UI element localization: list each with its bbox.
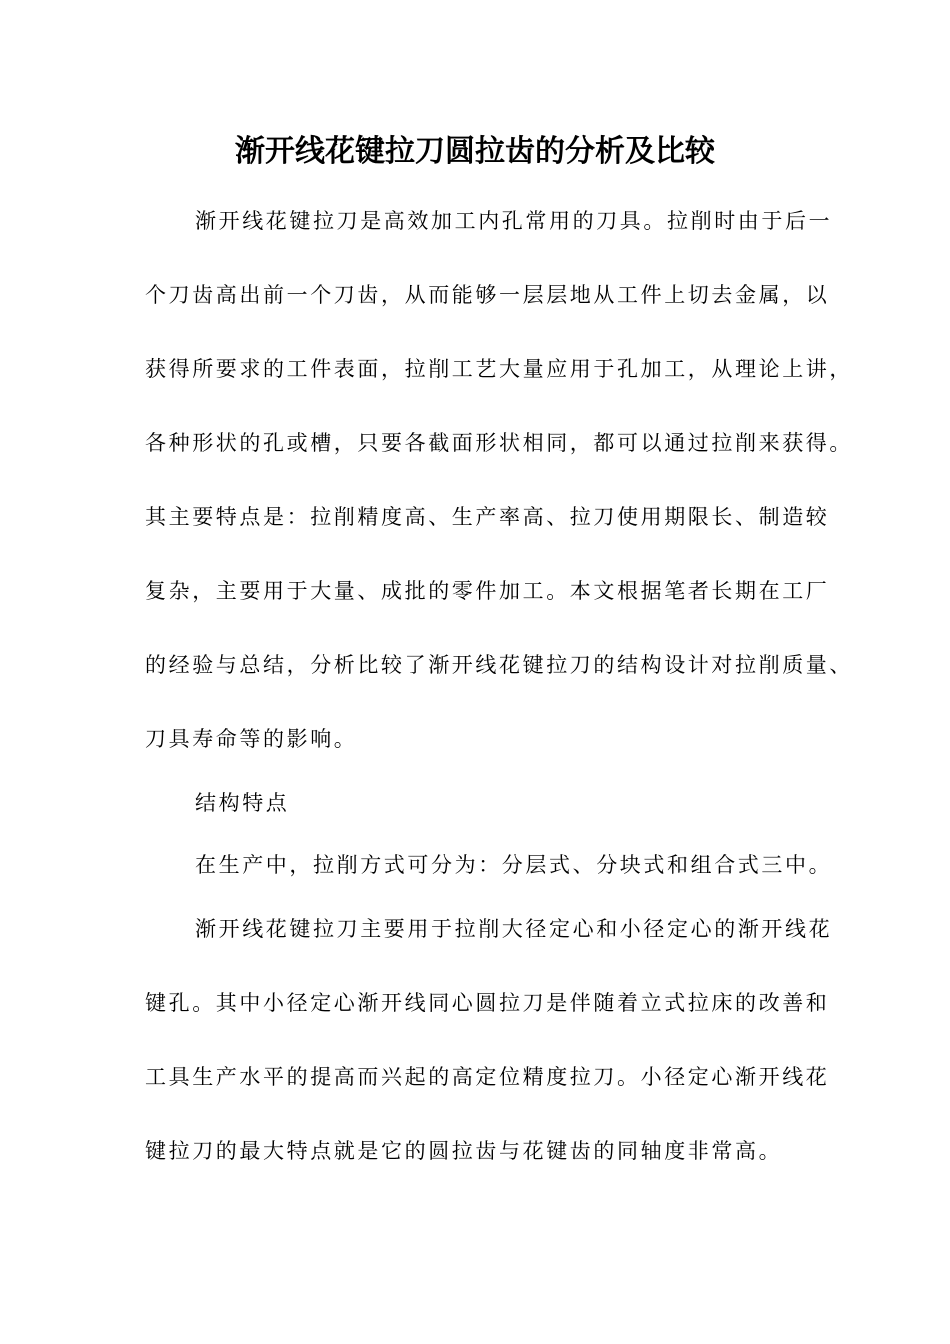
paragraph-line: 工具生产水平的提高而兴起的高定位精度拉刀。小径定心渐开线花 [145,1065,830,1089]
paragraph-line: 其主要特点是：拉削精度高、生产率高、拉刀使用期限长、制造较 [145,505,830,529]
paragraph-line: 键孔。其中小径定心渐开线同心圆拉刀是伴随着立式拉床的改善和 [145,991,830,1015]
paragraph-line: 刀具寿命等的影响。 [145,727,358,751]
paragraph-line: 渐开线花键拉刀主要用于拉削大径定心和小径定心的渐开线花 [195,917,833,941]
paragraph-line: 获得所要求的工件表面，拉削工艺大量应用于孔加工，从理论上讲， [145,357,853,381]
paragraph-line: 的经验与总结，分析比较了渐开线花键拉刀的结构设计对拉削质量、 [145,653,853,677]
document-title: 渐开线花键拉刀圆拉齿的分析及比较 [235,134,715,169]
paragraph-broaching-methods: 在生产中，拉削方式可分为：分层式、分块式和组合式三中。 [195,853,833,877]
paragraph-line: 渐开线花键拉刀是高效加工内孔常用的刀具。拉削时由于后一 [195,209,833,233]
paragraph-line: 各种形状的孔或槽，只要各截面形状相同，都可以通过拉削来获得。 [145,431,853,455]
section-heading-structure: 结构特点 [195,791,290,815]
paragraph-line: 键拉刀的最大特点就是它的圆拉齿与花键齿的同轴度非常高。 [145,1139,783,1163]
paragraph-line: 复杂，主要用于大量、成批的零件加工。本文根据笔者长期在工厂 [145,579,830,603]
paragraph-line: 个刀齿高出前一个刀齿，从而能够一层层地从工件上切去金属，以 [145,283,830,307]
